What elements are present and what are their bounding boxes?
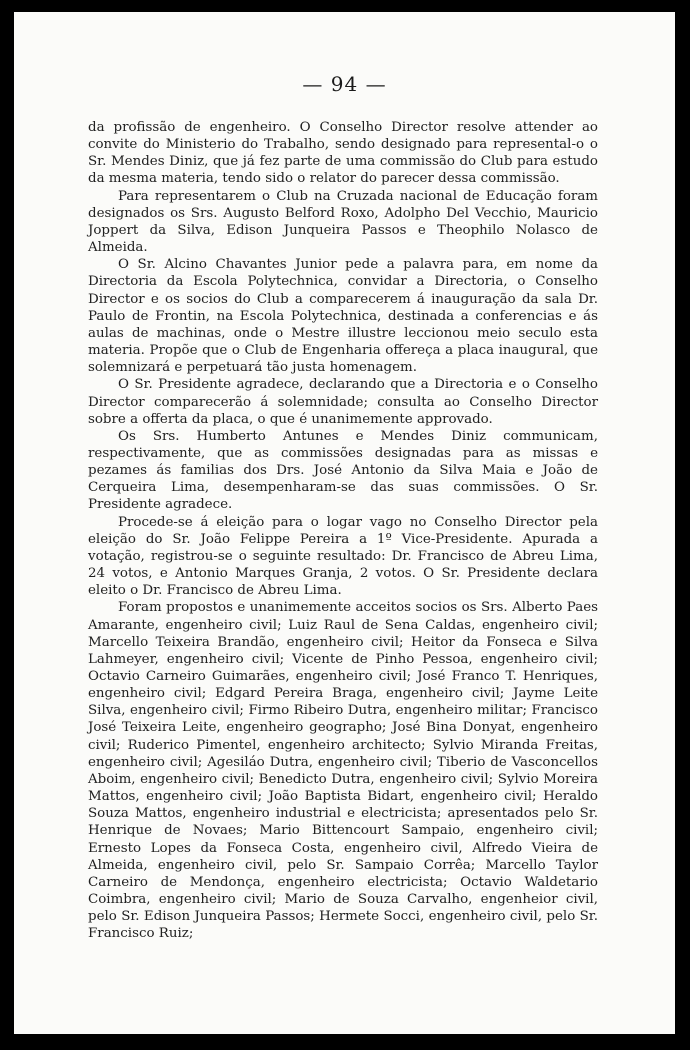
body-text (88, 119, 598, 943)
paragraph-5: Os Srs. Humberto Antunes e Mendes Diniz communicam, respectivamente, que as commissões designadas para as missas e pezames ás familias dos Drs. José Antonio da Silva Maia e João de Cerqueira Lima, desempenharam-se das suas commissões. O Sr. Presidente agradece. (88, 428, 598, 513)
paragraph-4: O Sr. Presidente agradece, declarando que a Directoria e o Conselho Director comparecerão á solemnidade; consulta ao Conselho Director sobre a offerta da placa, o que é unanimemente approvado. (88, 377, 598, 427)
paragraph-6: Procede-se á eleição para o logar vago no Conselho Director pela eleição do Sr. João Felippe Pereira a 1º Vice-Presidente. Apurada a votação, registrou-se o seguinte resultado: Dr. Francisco de Abreu Lima, 24 votos, e Antonio Marques Granja, 2 votos. O Sr. Presidente declara eleito o Dr. Francisco de Abreu Lima. (88, 514, 598, 599)
paragraph-1: da profissão de engenheiro. O Conselho Director resolve attender ao convite do Ministerio do Trabalho, sendo designado para represental-o o Sr. Mendes Diniz, que já fez parte de uma commissão do Club para estudo da mesma materia, tendo sido o relator do parecer dessa commissão. (88, 120, 598, 187)
book-page (14, 12, 675, 1034)
paragraph-2: Para representarem o Club na Cruzada nacional de Educação foram designados os Srs. Augusto Belford Roxo, Adolpho Del Vecchio, Mauricio Joppert da Silva, Edison Junqueira Passos e Theophilo Nolasco de Almeida. (88, 188, 598, 256)
paragraph-3: O Sr. Alcino Chavantes Junior pede a palavra para, em nome da Directoria da Escola Polytechnica, convidar a Directoria, o Conselho Director e os socios do Club a comparecerem á inauguração da sala Dr. Paulo de Frontin, na Escola Polytechnica, destinada a conferencias e ás aulas de machinas, onde o Mestre illustre leccionou meio seculo esta materia. Propõe que o Club de Engenharia offereça a placa inaugural, que solemnizará e perpetuará tão justa homenagem. (88, 257, 598, 376)
paragraph-7: Foram propostos e unanimemente acceitos socios os Srs. Alberto Paes Amarante, engenheiro civil; Luiz Raul de Sena Caldas, engenheiro civil; Marcello Teixeira Brandão, engenheiro civil; Heitor da Fonseca e Silva Lahmeyer, engenheiro civil; Vicente de Pinho Pessoa, engenheiro civil; Octavio Carneiro Guimarães, engenheiro civil; José Franco T. Henriques, engenheiro civil; Edgard Pereira Braga, engenheiro civil; Jayme Leite Silva, engenheiro civil; Firmo Ribeiro Dutra, engenheiro militar; Francisco José Teixeira Leite, engenheiro geographo; José Bina Donyat, engenheiro civil; Ruderico Pimentel, engenheiro architecto; Sylvio Miranda Freitas, engenheiro civil; Agesiláo Dutra, engenheiro civil; Tiberio de Vasconcellos Aboim, engenheiro civil; Benedicto Dutra, engenheiro civil; Sylvio Moreira Mattos, engenheiro civil; João Baptista Bidart, engenheiro civil; Heraldo Souza Mattos, engenheiro industrial e electricista; apresentados pelo Sr. Henrique de Novaes; Mario Bittencourt Sampaio, engenheiro civil; Ernesto Lopes da Fonseca Costa, engenheiro civil, Alfredo Vieira de Almeida, engenheiro civil, pelo Sr. Sampaio Corrêa; Marcello Taylor Carneiro de Mendonça, engenheiro electricista; Octavio Waldetario Coimbra, engenheiro civil; Mario de Souza Carvalho, engenheior civil, pelo Sr. Edison Junqueira Passos; Hermete Socci, engenheiro civil, pelo Sr. Francisco Ruiz; (88, 600, 598, 942)
page-number: — 94 — (302, 72, 387, 96)
